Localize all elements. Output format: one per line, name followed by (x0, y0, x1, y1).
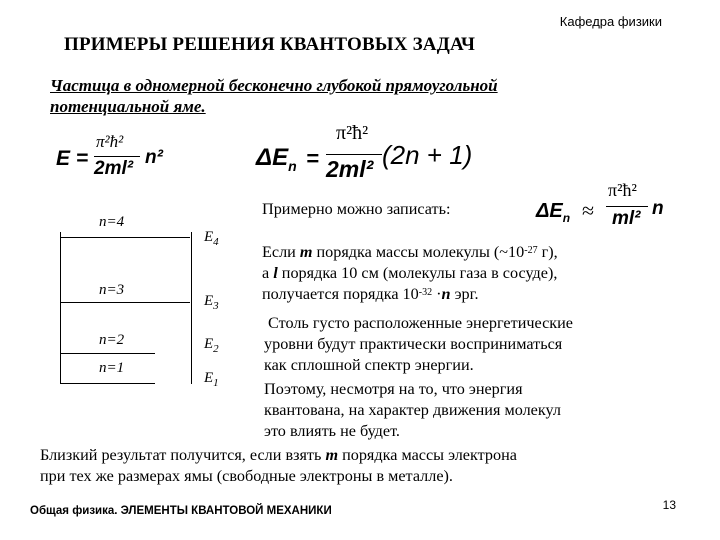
text-line-9: это влиять не будет. (264, 422, 400, 440)
page-number: 13 (662, 498, 676, 512)
energy-formula-tail: n² (145, 147, 163, 168)
energy-label-e2: $E_2$ (204, 336, 219, 355)
fraction-bar (94, 156, 140, 157)
level-label-n1: n=1 (99, 360, 125, 376)
energy-formula-numerator: π²ħ² (96, 132, 124, 151)
energy-formula-lhs: E = (56, 147, 89, 170)
level-label-n2: n=2 (99, 332, 125, 348)
text-line-3: получается порядка $10^{-32} \cdot n$ эрг. (262, 285, 479, 303)
approx-symbol: ≈ (582, 198, 595, 223)
energy-label-e3: $E_3$ (204, 293, 219, 312)
potential-well (60, 232, 192, 384)
level-label-n3: n=3 (99, 282, 125, 298)
text-line-6: как сплошной спектр энергии. (264, 356, 474, 374)
approx-formula-numerator: π²ħ² (608, 180, 637, 200)
energy-label-e4: $E_4$ (204, 229, 219, 248)
text-line-10: Близкий результат получится, если взять m порядка массы электрона (40, 446, 517, 464)
text-line-5: уровни будут практически восприниматься (264, 335, 563, 353)
footer-course-title: Общая физика. ЭЛЕМЕНТЫ КВАНТОВОЙ МЕХАНИКИ (30, 505, 332, 517)
subtitle-line-1: Частица в одномерной бесконечно глубокой прямоугольной (50, 76, 498, 95)
approx-formula-tail: n (652, 198, 664, 219)
page-title: ПРИМЕРЫ РЕШЕНИЯ КВАНТОВЫХ ЗАДАЧ (64, 34, 476, 55)
delta-formula-denominator: 2ml² (326, 156, 374, 182)
energy-label-e1: $E_1$ (204, 370, 219, 389)
delta-formula-numerator: π²ħ² (336, 122, 369, 144)
approx-text: Примерно можно записать: (262, 200, 451, 218)
delta-formula-tail: (2n + 1) (382, 140, 473, 170)
delta-energy-formula (256, 122, 476, 192)
approx-formula (528, 180, 678, 240)
energy-formula-denominator: 2ml² (94, 158, 134, 179)
fraction-bar (326, 154, 382, 155)
department-label: Кафедра физики (559, 14, 662, 29)
level-line-1 (60, 383, 155, 384)
approx-formula-denominator: ml² (612, 208, 641, 229)
level-line-3 (60, 302, 190, 303)
level-line-4 (60, 237, 190, 238)
energy-formula (56, 132, 176, 187)
text-line-2: а l порядка 10 см (молекулы газа в сосуде), (262, 264, 558, 282)
level-label-n4: n=4 (99, 214, 125, 230)
delta-formula-equals: = (306, 146, 319, 171)
fraction-bar (606, 206, 648, 207)
text-line-1: Если m порядка массы молекулы ($\sim 10^{-27}$ г), (262, 243, 558, 261)
text-line-11: при тех же размерах ямы (свободные электроны в металле). (40, 467, 453, 485)
level-line-2 (60, 353, 155, 354)
text-line-4: Столь густо расположенные энергетические (268, 314, 573, 332)
text-line-7: Поэтому, несмотря на то, что энергия (264, 380, 523, 398)
text-line-8: квантована, на характер движения молекул (264, 401, 561, 419)
subtitle-line-2: потенциальной яме. (50, 97, 206, 116)
approx-formula-lhs: $\Delta E_n$ (536, 200, 571, 225)
delta-formula-lhs: $\Delta E_n$ (256, 144, 297, 174)
